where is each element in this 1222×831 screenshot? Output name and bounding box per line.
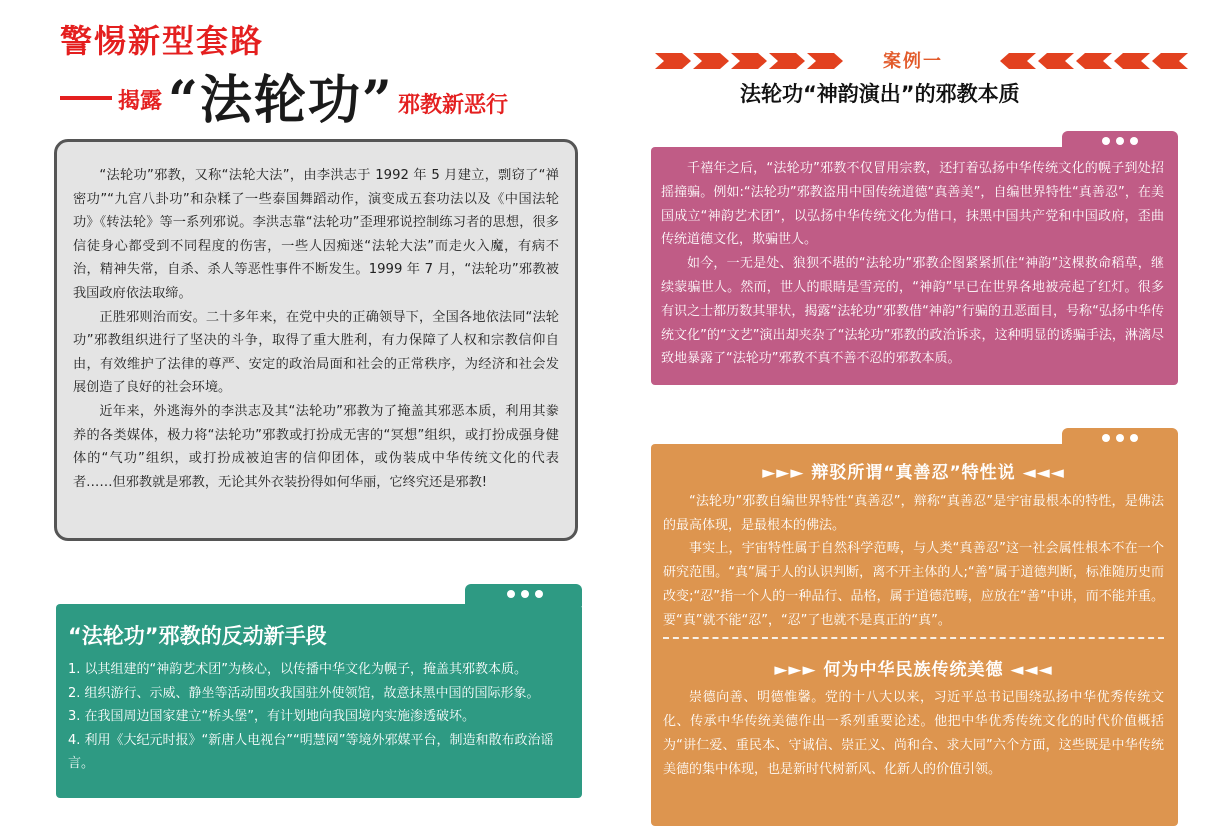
dots-icon xyxy=(1102,137,1138,145)
tradition-heading: ►►► 何为中华民族传统美德 ◄◄◄ xyxy=(774,659,1053,680)
case-paragraph: 如今，一无是处、狼狈不堪的“法轮功”邪教企图紧紧抓住“神韵”这棵救命稻草，继续蒙骗世人。然而，世人的眼睛是雪亮的，“神韵”早已在世界各地被亮起了红灯。很多有识之士都历数其罪状，揭露“法轮功”邪教借“神韵”行骗的丑恶面目，号称“弘扬中华传统文化”的“文艺”演出却夹杂了“法轮功”邪教的政治诉求，这种明显的诱骗手法，淋漓尽致地暴露了“法轮功”邪教不真不善不忍的邪教本质。 xyxy=(661,256,1164,367)
refute-heading: ►►► 辩驳所谓“真善忍”特性说 ◄◄◄ xyxy=(762,463,1065,483)
intro-paragraph: “法轮功”邪教，又称“法轮大法”，由李洪志于 1992 年 5 月建立，剽窃了“禅密功”“九宫八卦功”和杂糅了一些泰国舞蹈动作，演变成五套功法以及《中国法轮功》《转法轮》等一系列邪说。李洪志靠“法轮功”歪理邪说控制练习者的思想，很多信徒身心都受到不同程度的伤害，一些人因痴迷“法轮大法”而走火入魔，有病不治，精神失常，自杀、杀人等恶性事件不断发生。1999 年 7 月，“法轮功”邪教被我国政府依法取缔。 xyxy=(73,168,559,301)
subtitle-dash xyxy=(60,96,112,100)
means-item: 2. 组织游行、示威、静坐等活动围攻我国驻外使领馆，故意抹黑中国的国际形象。 xyxy=(68,685,540,701)
subtitle-suffix: 邪教新恶行 xyxy=(398,93,509,118)
case-header xyxy=(655,50,1180,74)
means-item: 3. 在我国周边国家建立“桥头堡”，有计划地向我国境内实施渗透破坏。 xyxy=(68,709,476,725)
tradition-paragraph: 崇德向善、明德惟馨。党的十八大以来，习近平总书记围绕弘扬中华优秀传统文化、传承中华传统美德作出一系列重要论述。他把中华优秀传统文化的时代价值概括为“讲仁爱、重民本、守诚信、崇正义、尚和合、求大同”六个方面，这些既是中华传统美德的集中体现，也是新时代树新风、化新人的价值引领。 xyxy=(663,690,1164,777)
means-item: 1. 以其组建的“神韵艺术团”为核心，以传播中华文化为幌子，掩盖其邪教本质。 xyxy=(68,662,528,677)
refute-paragraph: 事实上，宇宙特性属于自然科学范畴，与人类“真善忍”这一社会属性根本不在一个研究范围。“真”属于人的认识判断，离不开主体的人;“善”属于道德判断，标准随历史而改变;“忍”指一个人的一种品行、品格，属于道德范畴，应放在“善”中讲，而不能并重。要“真”就不能“忍”，“忍”了也就不是真正的“真”。 xyxy=(663,541,1164,628)
subtitle-prefix: 揭露 xyxy=(118,89,163,114)
analysis-card xyxy=(651,444,1178,826)
dots-icon xyxy=(507,590,543,598)
left-arrows-icon xyxy=(1000,53,1188,69)
case-label: 案例一 xyxy=(883,51,943,72)
intro-paragraph: 正胜邪则治而安。二十多年来，在党中央的正确领导下，全国各地依法同“法轮功”邪教组织进行了坚决的斗争，取得了重大胜利，有力保障了人权和宗教信仰自由，有效维护了法律的尊严、安定的政治局面和社会的正常秩序，为经济和社会发展创造了良好的社会环境。 xyxy=(73,309,559,396)
subtitle-keyword: “法轮功” xyxy=(168,70,394,131)
intro-box xyxy=(54,139,578,541)
right-arrows-icon xyxy=(655,53,843,69)
intro-paragraph: 近年来，外逃海外的李洪志及其“法轮功”邪教为了掩盖其邪恶本质，利用其豢养的各类媒体，极力将“法轮功”邪教或打扮成无害的“冥想”组织，或打扮成强身健体的“气功”组织，或打扮成被迫害的信仰团体，或伪装成中华传统文化的代表者……但邪教就是邪教，无论其外衣装扮得如何华丽，它终究还是邪教! xyxy=(73,403,559,490)
means-heading: “法轮功”邪教的反动新手段 xyxy=(68,624,327,648)
page-title: 警惕新型套路 xyxy=(60,22,265,60)
means-item: 4. 利用《大纪元时报》“新唐人电视台”“明慧网”等境外邪媒平台，制造和散布政治谣言。 xyxy=(68,732,554,772)
case-card xyxy=(651,147,1178,385)
case-title: 法轮功“神韵演出”的邪教本质 xyxy=(740,82,1020,106)
dots-icon xyxy=(1102,434,1138,442)
refute-paragraph: “法轮功”邪教自编世界特性“真善忍”，辩称“真善忍”是宇宙最根本的特性，是佛法的最高体现，是最根本的佛法。 xyxy=(663,493,1164,533)
means-card-tab xyxy=(465,584,582,606)
dashed-divider xyxy=(663,637,1164,639)
case-paragraph: 千禧年之后，“法轮功”邪教不仅冒用宗教，还打着弘扬中华传统文化的幌子到处招摇撞骗。例如:“法轮功”邪教盗用中国传统道德“真善美”，自编世界特性“真善忍”，在美国成立“神韵艺术团”，以弘扬中华传统文化为借口，抹黑中国共产党和中国政府，歪曲传统道德文化，欺骗世人。 xyxy=(661,161,1164,248)
means-card xyxy=(56,604,582,798)
